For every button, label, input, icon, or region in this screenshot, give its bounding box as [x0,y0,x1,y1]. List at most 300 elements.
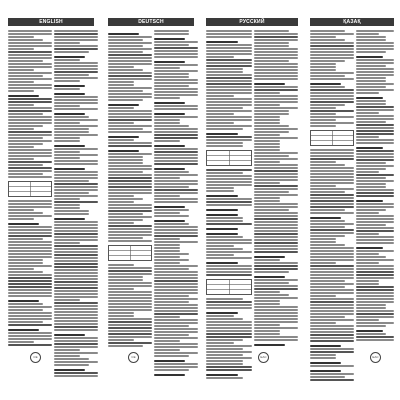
text-line [154,50,198,52]
text-line [310,122,354,124]
text-line [154,223,189,225]
text-line [310,226,345,228]
text-line [310,301,354,303]
text-line [154,301,189,303]
text-line [154,268,189,270]
text-line [254,300,280,302]
text-line [254,185,298,187]
text-line [254,303,280,305]
text-line [108,107,134,109]
text-line [108,330,152,332]
text-line [356,265,394,267]
text-line [356,36,386,38]
text-line [356,92,379,94]
text-line [108,177,152,179]
text-line [154,274,198,276]
text-line [154,61,185,63]
text-line [8,122,52,124]
text-line [154,201,198,203]
ce-mark-logo: CE [30,352,41,363]
text-line [310,75,345,77]
text-line [108,39,143,41]
text-line [54,361,98,363]
text-line [54,239,98,241]
section-title-kazakh: ҚАЗАҚ [343,19,361,25]
text-line [108,219,143,221]
text-line [254,137,298,139]
text-line [206,239,252,241]
text-line [8,338,52,340]
text-line [206,56,234,58]
text-line [310,161,336,163]
text-line [154,286,198,288]
text-line [54,263,98,265]
text-line [356,156,394,158]
text-line [154,271,198,273]
text-line [8,87,52,89]
text-line [154,67,180,69]
text-line [54,88,80,90]
text-line [154,349,180,351]
text-line [206,345,252,347]
text-line [254,95,298,97]
text-line [108,318,152,320]
text-line [54,160,98,162]
text-line [154,102,185,104]
text-line [254,51,298,53]
text-line [108,237,143,239]
text-line [356,127,394,129]
text-line [254,110,289,112]
text-line [54,186,98,188]
text-line [108,324,152,326]
text-line [154,283,198,285]
text-line [108,231,152,233]
text-line [154,304,198,306]
text-line [8,143,43,145]
text-line [54,122,80,124]
text-line [206,268,252,270]
text-line [254,209,289,211]
text-line [54,45,98,47]
text-line [254,78,298,80]
text-line [310,253,354,255]
text-line [8,321,43,323]
text-line [108,139,134,141]
text-line [54,284,98,286]
text-line [154,319,198,321]
text-line [356,262,379,264]
text-line [8,271,43,273]
text-line [356,227,394,229]
text-line [356,118,394,120]
text-line [254,200,280,202]
text-line [310,176,354,178]
text-line [8,60,43,62]
text-line [108,342,152,344]
text-line [54,230,98,232]
text-line [310,268,354,270]
text-line [154,56,198,58]
text-line [356,268,394,270]
text-line [356,150,394,152]
text-line [310,325,354,327]
text-line [154,174,198,176]
section-title-english: ENGLISH [39,19,63,25]
text-line [254,248,298,250]
text-line [356,48,394,50]
text-line [108,300,152,302]
text-line [310,340,354,342]
text-line [108,156,143,158]
text-line [254,265,298,267]
text-line [310,197,354,199]
text-line [254,203,298,205]
text-line [54,157,80,159]
text-line [206,351,252,353]
text-line [206,50,252,52]
text-line [254,327,298,329]
text-line [310,119,336,121]
text-line [8,125,43,127]
text-line [154,250,180,252]
text-line [154,79,198,81]
text-line [206,59,252,61]
text-line [310,155,354,157]
text-line [254,194,298,196]
text-line [254,188,298,190]
text-line [206,228,238,230]
text-line [54,296,98,298]
text-line [254,155,289,157]
text-line [206,190,234,192]
text-line [356,221,394,223]
text-line [310,354,336,356]
text-line [254,221,298,223]
text-line [8,173,43,175]
text-line [154,94,198,96]
text-line [356,215,394,217]
text-line [206,133,238,135]
text-line [8,75,43,77]
text-line [154,334,189,336]
text-line [108,336,152,338]
text-line [254,86,298,88]
text-line [356,236,394,238]
text-line [254,279,298,281]
text-line [310,83,341,85]
text-line [254,128,298,130]
text-line [54,151,80,153]
text-line [254,98,298,100]
text-line [54,62,98,64]
text-line [8,36,34,38]
text-line [254,39,298,41]
text-line [310,72,354,74]
text-line [206,262,238,264]
text-line [356,203,394,205]
text-line [54,334,85,336]
text-line [154,171,189,173]
text-line [154,247,180,249]
text-line [206,363,243,365]
text-line [54,108,98,110]
text-line [154,232,198,234]
text-line [206,369,252,371]
text-line [54,39,98,41]
text-line [108,294,152,296]
text-line [356,159,394,161]
text-line [154,355,189,357]
text-line [310,98,354,100]
text-line [108,142,152,144]
text-line [206,354,243,356]
text-line [356,209,386,211]
text-line [356,39,386,41]
text-line [154,30,189,32]
text-line [310,331,354,333]
text-line [310,69,336,71]
text-line [54,137,80,139]
text-line [54,128,89,130]
text-line [54,337,98,339]
text-line [356,339,394,341]
text-column-4 [154,30,198,400]
text-line [154,163,198,165]
text-line [254,236,298,238]
text-line [54,77,98,79]
text-line [356,286,394,288]
text-line [108,63,152,65]
text-line [54,320,98,322]
text-line [206,62,252,64]
text-line [254,143,280,145]
text-line [356,121,386,123]
text-line [206,330,252,332]
text-line [108,45,143,47]
text-line [8,69,34,71]
text-line [54,59,80,61]
text-line [356,74,394,76]
text-line [8,232,52,234]
eac-mark-logo: EAC [258,352,269,363]
text-line [254,104,280,106]
eac-mark-logo: EAC [370,352,381,363]
text-line [154,343,198,345]
text-line [8,146,34,148]
text-line [54,346,98,348]
text-line [54,201,98,203]
ce-mark-logo: CE [128,352,139,363]
text-line [8,176,52,178]
text-line [206,41,238,43]
text-line [254,206,298,208]
text-line [254,297,298,299]
text-line [254,158,298,160]
text-line [310,110,354,112]
text-column-1 [8,30,52,400]
text-line [154,119,180,121]
text-line [108,57,152,59]
text-line [356,271,394,273]
text-line [206,77,252,79]
text-line [8,218,34,220]
text-line [54,299,80,301]
text-line [108,84,134,86]
text-line [310,271,354,273]
text-line [310,345,341,347]
text-line [310,365,354,367]
text-line [310,313,354,315]
text-line [310,379,354,381]
text-line [54,375,98,377]
text-line [108,321,152,323]
text-line [108,333,152,335]
text-line [310,316,345,318]
text-line [310,217,341,219]
text-line [254,215,298,217]
text-line [154,310,198,312]
text-line [8,134,52,136]
text-line [54,369,85,371]
text-line [154,238,180,240]
text-line [8,341,34,343]
text-line [206,318,243,320]
text-line [254,276,285,278]
text-line [206,214,238,216]
text-line [54,85,85,87]
text-line [54,96,98,98]
text-line [8,344,52,346]
text-line [8,303,43,305]
text-line [254,268,298,270]
text-line [8,30,52,32]
text-line [54,290,98,292]
text-line [54,93,85,95]
text-line [108,327,152,329]
text-line [206,53,252,55]
text-line [206,242,252,244]
text-line [206,83,252,85]
text-line [154,105,198,107]
text-line [254,259,280,261]
text-line [254,285,298,287]
text-line [154,53,198,55]
text-line [54,314,98,316]
text-line [54,272,98,274]
text-line [8,170,52,172]
text-line [356,233,379,235]
text-line [206,65,252,67]
text-line [108,180,152,182]
text-line [310,348,354,350]
text-line [8,84,52,86]
text-line [254,125,289,127]
text-line [254,176,298,178]
text-line [254,191,289,193]
text-line [54,287,98,289]
text-line [310,319,354,321]
text-line [356,130,394,132]
text-line [206,92,252,94]
text-line [108,312,134,314]
text-line [310,223,354,225]
text-line [108,213,143,215]
text-line [154,352,198,354]
text-line [154,241,198,243]
text-line [206,68,243,70]
text-line [54,210,89,212]
text-line [108,288,134,290]
text-line [54,113,85,115]
text-line [154,325,189,327]
text-line [356,206,394,208]
text-line [8,262,43,264]
text-line [206,98,252,100]
text-line [108,165,152,167]
text-line [108,171,143,173]
text-line [254,321,298,323]
text-line [8,335,52,337]
text-line [54,65,98,67]
text-line [206,304,252,306]
text-column-7 [310,30,354,400]
text-line [254,167,298,169]
text-line [54,174,98,176]
text-line [206,175,252,177]
text-line [206,374,238,376]
text-line [8,280,52,282]
text-line [154,346,198,348]
text-line [54,218,85,220]
text-line [310,60,345,62]
text-line [310,57,354,59]
text-line [356,89,394,91]
text-line [8,253,52,255]
text-line [8,200,52,202]
text-line [54,213,89,215]
text-line [8,274,52,276]
text-line [310,125,336,127]
text-line [254,239,298,241]
text-line [356,183,386,185]
text-line [154,340,180,342]
text-line [108,210,152,212]
text-line [254,116,280,118]
text-line [108,60,152,62]
text-line [356,106,394,108]
text-line [254,146,280,148]
text-line [310,89,354,91]
text-line [310,357,336,359]
text-line [54,145,85,147]
text-line [54,358,89,360]
text-line [310,63,336,65]
text-line [310,286,345,288]
text-line [54,302,98,304]
text-line [154,363,198,365]
text-line [154,131,198,133]
text-line [8,203,52,205]
text-line [206,44,252,46]
text-line [108,216,152,218]
text-line [254,30,289,32]
text-line [254,312,298,314]
text-line [108,116,152,118]
text-line [254,173,298,175]
text-line [108,159,143,161]
text-line [310,86,345,88]
